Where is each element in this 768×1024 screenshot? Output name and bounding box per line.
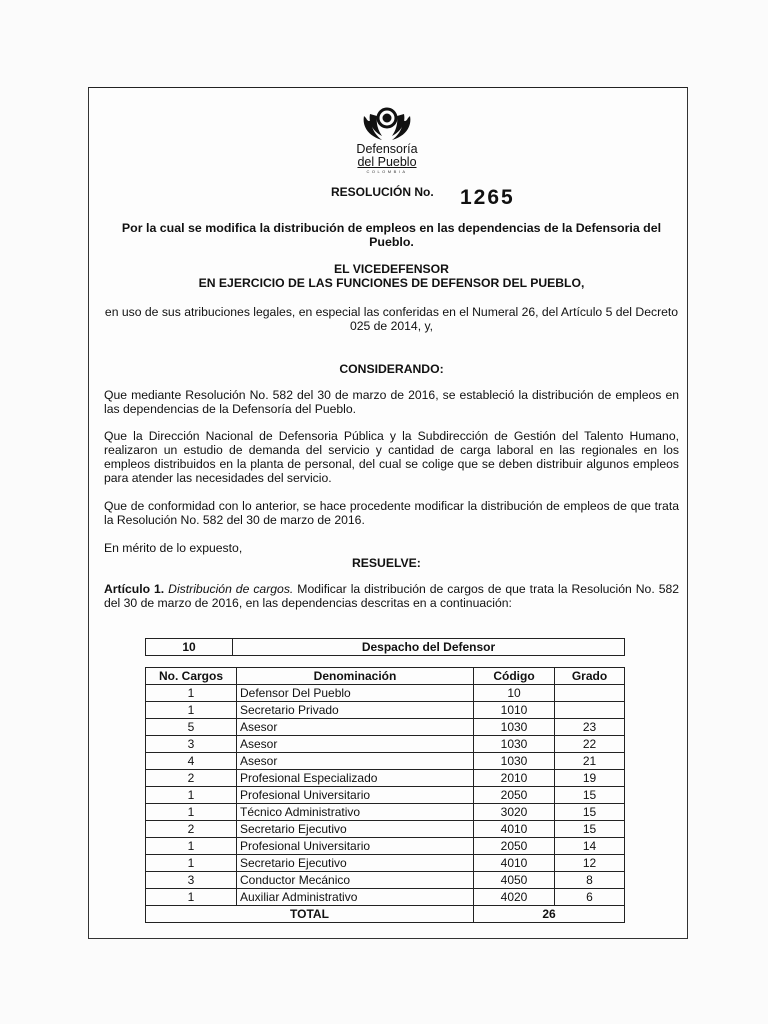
table-row	[146, 838, 625, 855]
cell-denominacion: Asesor	[237, 753, 474, 770]
cell-codigo: 3020	[474, 804, 555, 821]
total-row	[146, 906, 625, 923]
cell-grado	[555, 702, 625, 719]
article-text: Modificar la distribución de cargos de que trata la Resolución No. 582 del 30 de marzo de 2016, en las dependencias descritas en a continuación:	[104, 582, 680, 610]
header-denominacion: Denominación	[237, 668, 474, 685]
cell-grado: 15	[555, 804, 625, 821]
paragraph-3: Que de conformidad con lo anterior, se hace procedente modificar la distribución de empleos de que trata la Resolución No. 582 del 30 de marzo de 2016.	[104, 499, 679, 527]
authority-line2: EN EJERCICIO DE LAS FUNCIONES DE DEFENSOR DEL PUEBLO,	[198, 276, 585, 290]
dependency-name: Despacho del Defensor	[233, 639, 625, 656]
table-row	[146, 702, 625, 719]
cell-codigo: 4050	[474, 872, 555, 889]
table-row	[146, 787, 625, 804]
cell-codigo: 2050	[474, 787, 555, 804]
table-row	[146, 889, 625, 906]
cell-grado	[555, 685, 625, 702]
cell-denominacion: Secretario Privado	[237, 702, 474, 719]
cell-codigo: 1030	[474, 736, 555, 753]
cell-denominacion: Asesor	[237, 719, 474, 736]
cell-denominacion: Auxiliar Administrativo	[237, 889, 474, 906]
table-row	[146, 719, 625, 736]
cell-no-cargos: 3	[146, 736, 237, 753]
cell-grado: 23	[555, 719, 625, 736]
cell-grado: 12	[555, 855, 625, 872]
cell-grado: 19	[555, 770, 625, 787]
cell-grado: 14	[555, 838, 625, 855]
cell-grado: 15	[555, 821, 625, 838]
table-row	[146, 821, 625, 838]
header-no-cargos: No. Cargos	[146, 668, 237, 685]
table-row	[146, 753, 625, 770]
paragraph-2: Que la Dirección Nacional de Defensoria Pública y la Subdirección de Gestión del Talento Humano, realizaron un estudio de demanda del servicio y cantidad de carga laboral en las regionales en los empleos distribuidos en la planta de personal, del cual se colige que se deben distribuir algunos empleos para atender las necesidades del servicio.	[104, 429, 679, 485]
cell-no-cargos: 1	[146, 889, 237, 906]
cell-codigo: 4010	[474, 821, 555, 838]
cell-denominacion: Defensor Del Pueblo	[237, 685, 474, 702]
header-codigo: Código	[474, 668, 555, 685]
table-row	[146, 855, 625, 872]
cell-codigo: 2010	[474, 770, 555, 787]
cell-no-cargos: 1	[146, 787, 237, 804]
table-row	[146, 736, 625, 753]
cell-no-cargos: 1	[146, 804, 237, 821]
org-name-line1: Defensoría	[356, 142, 418, 156]
paragraph-1: Que mediante Resolución No. 582 del 30 de marzo de 2016, se estableció la distribución de empleos en las dependencias de la Defensoría del Pueblo.	[104, 388, 679, 416]
cell-codigo: 1030	[474, 719, 555, 736]
table-row	[146, 804, 625, 821]
table-row	[146, 685, 625, 702]
positions-table	[145, 667, 625, 923]
header-grado: Grado	[555, 668, 625, 685]
org-country: COLOMBIA	[366, 169, 408, 174]
hands-globe-icon	[352, 104, 422, 144]
cell-no-cargos: 1	[146, 838, 237, 855]
cell-grado: 21	[555, 753, 625, 770]
cell-denominacion: Profesional Universitario	[237, 787, 474, 804]
cell-no-cargos: 5	[146, 719, 237, 736]
cell-no-cargos: 1	[146, 855, 237, 872]
org-name-line2: del Pueblo	[357, 155, 417, 169]
cell-no-cargos: 2	[146, 770, 237, 787]
article-1	[104, 582, 679, 610]
cell-denominacion: Profesional Especializado	[237, 770, 474, 787]
cell-denominacion: Técnico Administrativo	[237, 804, 474, 821]
total-value: 26	[474, 906, 625, 923]
resuelve-heading: RESUELVE:	[352, 556, 421, 570]
resolution-label: RESOLUCIÓN No.	[331, 185, 434, 199]
cell-no-cargos: 1	[146, 702, 237, 719]
cell-grado: 6	[555, 889, 625, 906]
logo-text	[340, 143, 434, 175]
cell-no-cargos: 3	[146, 872, 237, 889]
cell-denominacion: Asesor	[237, 736, 474, 753]
considerando-heading: CONSIDERANDO:	[339, 362, 444, 376]
cell-grado: 8	[555, 872, 625, 889]
dependency-code: 10	[146, 639, 233, 656]
table-header-row	[146, 668, 625, 685]
table-row	[146, 872, 625, 889]
cell-denominacion: Secretario Ejecutivo	[237, 821, 474, 838]
merito-text: En mérito de lo expuesto,	[104, 541, 243, 555]
cell-codigo: 1030	[474, 753, 555, 770]
cell-no-cargos: 1	[146, 685, 237, 702]
cell-no-cargos: 4	[146, 753, 237, 770]
authority-line1: EL VICEDEFENSOR	[334, 262, 449, 276]
cell-denominacion: Profesional Universitario	[237, 838, 474, 855]
cell-codigo: 1010	[474, 702, 555, 719]
total-label: TOTAL	[146, 906, 474, 923]
cell-denominacion: Conductor Mecánico	[237, 872, 474, 889]
subject: Por la cual se modifica la distribución de empleos en las dependencias de la Defensoria del Pueblo.	[121, 221, 662, 249]
article-label: Artículo 1.	[104, 582, 165, 596]
table-body	[146, 685, 625, 906]
cell-codigo: 10	[474, 685, 555, 702]
powers-text: en uso de sus atribuciones legales, en especial las conferidas en el Numeral 26, del Artículo 5 del Decreto 025 de 2014, y,	[104, 305, 679, 333]
resolution-number: 1265	[460, 186, 515, 209]
table-row	[146, 770, 625, 787]
cell-codigo: 4010	[474, 855, 555, 872]
article-title: Distribución de cargos.	[168, 582, 294, 596]
cell-codigo: 4020	[474, 889, 555, 906]
cell-grado: 22	[555, 736, 625, 753]
cell-grado: 15	[555, 787, 625, 804]
cell-no-cargos: 2	[146, 821, 237, 838]
cell-codigo: 2050	[474, 838, 555, 855]
cell-denominacion: Secretario Ejecutivo	[237, 855, 474, 872]
dependency-table	[145, 638, 625, 656]
